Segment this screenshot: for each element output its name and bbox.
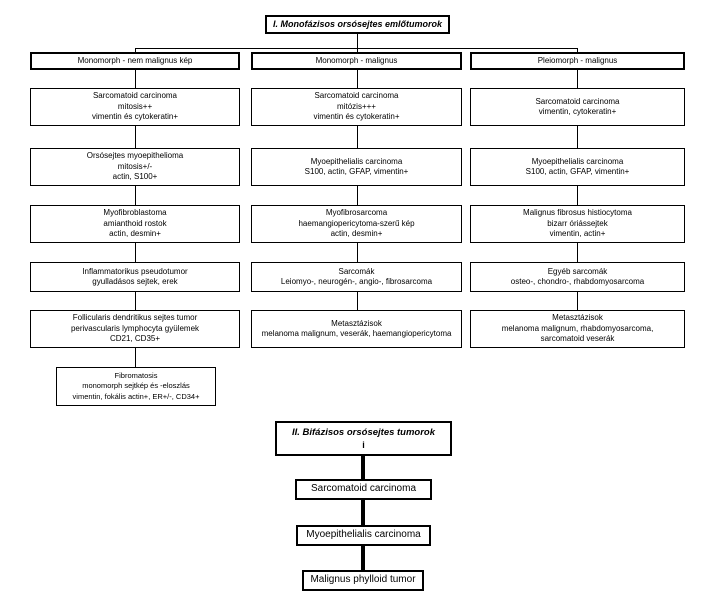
box-line: S100, actin, GFAP, vimentin+: [304, 167, 409, 176]
flow-box-sarcomatoid-carcinoma-benign: [30, 88, 240, 126]
box-line: melanoma malignum, rhabdomyosarcoma,: [501, 323, 654, 333]
connector-line: [135, 70, 136, 88]
box-line: Myoepithelialis carcinoma: [310, 156, 403, 166]
box-line: amianthoid rostok: [103, 218, 167, 228]
box-line: CD21, CD35+: [109, 334, 161, 344]
connector-line: [135, 186, 136, 205]
flow-box-fibromatosis: [56, 367, 216, 406]
box-line: mitózis+++: [337, 101, 376, 111]
connector-line-thick: [361, 500, 365, 525]
connector-line: [357, 186, 358, 205]
box-line: Fibromatosis: [114, 370, 158, 380]
connector-line: [357, 126, 358, 148]
box-line: melanoma malignum, veserák, haemangiopericytoma: [261, 329, 452, 338]
box-line: bizarr óriássejtek: [547, 218, 608, 228]
flow-box-myoepithelialis-carcinoma-mono: [251, 148, 462, 186]
box-line: Myoepithelialis carcinoma: [531, 156, 624, 166]
box-line: Sarcomatoid carcinoma: [92, 91, 178, 101]
box-line: Myofibroblastoma: [103, 208, 167, 218]
column-header-monomorph-malignant: [251, 52, 462, 70]
connector-line: [577, 292, 578, 310]
box-line: Egyéb sarcomák: [547, 266, 608, 276]
box-line: actin, S100+: [112, 172, 158, 182]
connector-line: [357, 34, 358, 48]
connector-line: [357, 70, 358, 88]
flow-box-orsosejtes-myoepithelioma: [30, 148, 240, 186]
box-line: vimentin, cytokeratin+: [538, 107, 617, 116]
box-line: Sarcomatoid carcinoma: [314, 91, 399, 101]
header-label: Monomorph - nem malignus kép: [77, 55, 193, 65]
header-label: Pleiomorph - malignus: [537, 55, 618, 65]
connector-line: [135, 126, 136, 148]
box-line: haemangiopericytoma-szerű kép: [298, 218, 415, 228]
section2-title-box: [275, 421, 452, 456]
box-line: vimentin és cytokeratin+: [91, 112, 179, 122]
box-line: Leiomyo-, neurogén-, angio-, fibrosarcoma: [280, 277, 433, 286]
flow-box-myoepithelialis-carcinoma-pleio: [470, 148, 685, 186]
connector-line: [357, 243, 358, 262]
box-line: Inflammatorikus pseudotumor: [82, 266, 188, 276]
box-line: vimentin, fokális actin+, ER+/-, CD34+: [72, 391, 200, 401]
box-line: perivascularis lymphocyta gyülemek: [70, 323, 200, 333]
column-header-monomorph-benign: [30, 52, 240, 70]
box-line: Malignus fibrosus histiocytoma: [523, 208, 632, 218]
flow-box-follicularis-dendritikus-tumor: [30, 310, 240, 348]
box-line: osteo-, chondro-, rhabdomyosarcoma: [510, 277, 645, 286]
box-line: actin, desmin+: [330, 229, 383, 239]
flow-box-myofibrosarcoma: [251, 205, 462, 243]
box-line: vimentin és cytokeratin+: [313, 112, 400, 122]
flow-box-inflammatorikus-pseudotumor: [30, 262, 240, 292]
box-line: Malignus phylloid tumor: [310, 574, 416, 586]
box-line: monomorph sejtkép és -eloszlás: [82, 381, 190, 391]
flow-box-egyeb-sarcomak: [470, 262, 685, 292]
connector-line-thick: [361, 456, 365, 479]
flow-box-metasztazisok-mono: [251, 310, 462, 348]
connector-line-thick: [361, 546, 365, 570]
flow-box-malignus-fibrosus-histiocytoma: [470, 205, 685, 243]
box-line: vimentin, actin+: [549, 229, 606, 239]
flow-box-sarcomatoid-carcinoma-pleio: [470, 88, 685, 126]
box-line: Sarcomatoid carcinoma: [535, 96, 620, 106]
box-line: S100, actin, GFAP, vimentin+: [525, 167, 630, 176]
box-line: Follicularis dendritikus sejtes tumor: [72, 313, 198, 323]
flow-box-sarcomatoid-carcinoma-malignant: [251, 88, 462, 126]
connector-line: [135, 348, 136, 367]
connector-line: [135, 243, 136, 262]
flow-box-myofibroblastoma: [30, 205, 240, 243]
flow-box-metasztazisok-pleio: [470, 310, 685, 348]
box-line: Sarcomák: [338, 266, 375, 276]
flow-box-biphasic-myoepithelialis-carcinoma: [296, 525, 431, 546]
connector-line: [357, 292, 358, 310]
flow-box-biphasic-sarcomatoid-carcinoma: [295, 479, 432, 500]
box-line: Metasztázisok: [552, 313, 603, 323]
section2-subtitle: i: [362, 440, 365, 450]
box-line: Metasztázisok: [331, 318, 382, 328]
box-line: actin, desmin+: [109, 229, 161, 239]
box-line: Myoepithelialis carcinoma: [306, 529, 421, 541]
box-line: gyulladásos sejtek, erek: [92, 277, 178, 286]
box-line: mitosis+/-: [117, 161, 153, 171]
connector-line: [577, 243, 578, 262]
flow-box-malignus-phylloid-tumor: [302, 570, 424, 591]
flow-box-sarcomak: [251, 262, 462, 292]
connector-line: [135, 292, 136, 310]
box-line: Orsósejtes myoepithelioma: [86, 151, 184, 161]
box-line: mitosis++: [117, 101, 153, 111]
column-header-pleiomorph-malignant: [470, 52, 685, 70]
section2-title: II. Bifázisos orsósejtes tumorok: [291, 427, 436, 438]
box-line: sarcomatoid veserák: [540, 334, 615, 344]
section1-title: I. Monofázisos orsósejtes emlőtumorok: [272, 19, 443, 30]
connector-line: [577, 126, 578, 148]
box-line: Sarcomatoid carcinoma: [310, 483, 417, 495]
header-label: Monomorph - malignus: [315, 55, 398, 65]
section1-title-box: [265, 15, 450, 34]
connector-line: [577, 186, 578, 205]
connector-line: [577, 70, 578, 88]
box-line: Myofibrosarcoma: [325, 208, 388, 218]
